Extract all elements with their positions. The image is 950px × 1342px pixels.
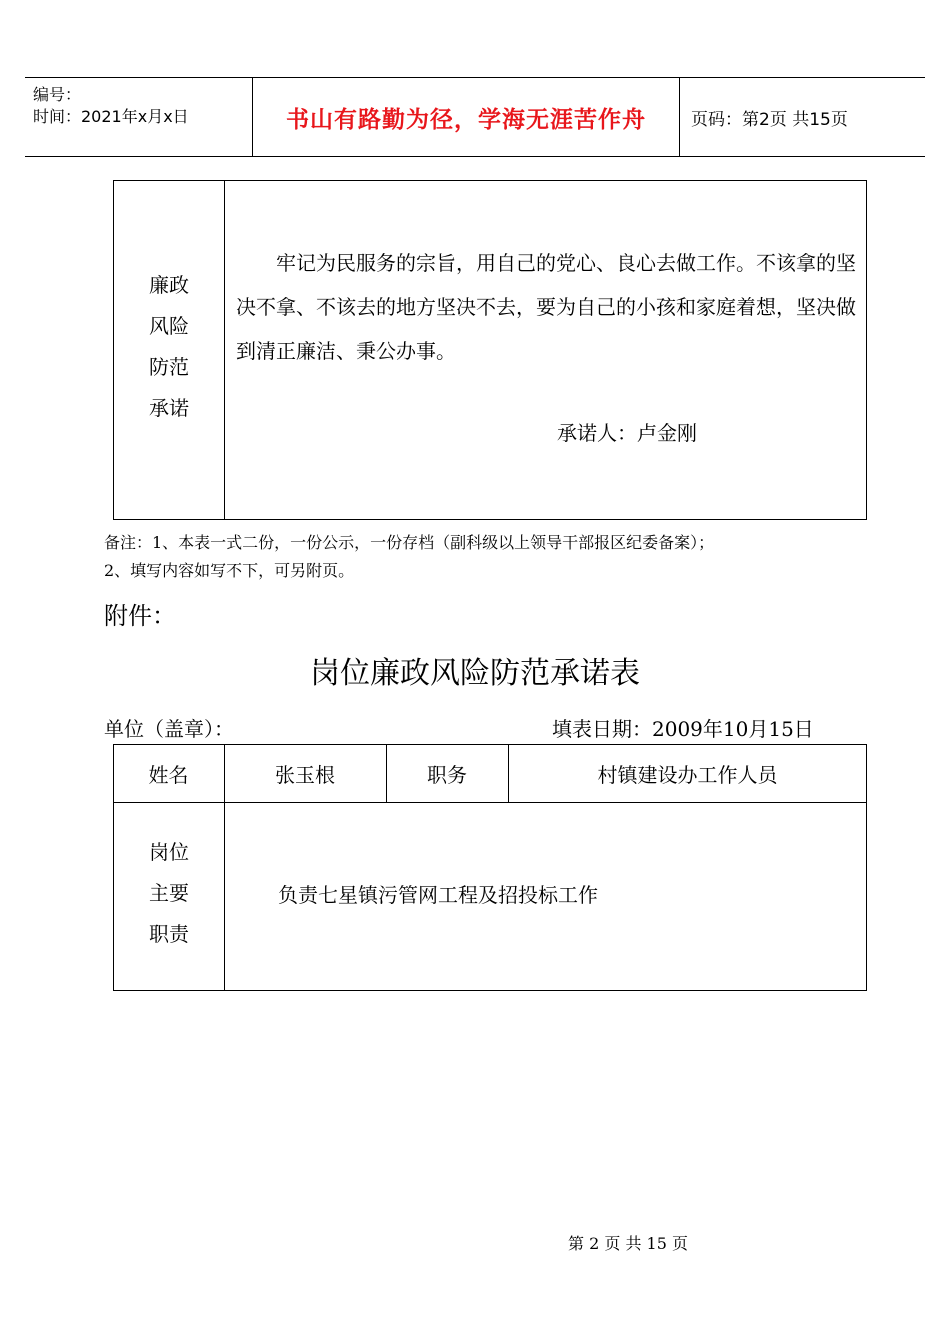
note-line-1: 备注：1、本表一式二份，一份公示，一份存档（副科级以上领导干部报区纪委备案）； <box>104 533 715 552</box>
duty-label-line: 岗位 <box>149 840 189 864</box>
number-label: 编号： <box>33 85 82 104</box>
commitment-table-divider <box>224 180 225 520</box>
signatory: 承诺人：卢金刚 <box>557 421 697 445</box>
header-page-info: 页码：第2页 共15页 <box>691 109 848 130</box>
duty-text: 负责七星镇污管网工程及招投标工作 <box>278 883 598 907</box>
duty-label-line: 主要 <box>149 881 189 905</box>
name-label: 姓名 <box>148 762 189 787</box>
commitment-text: 牢记为民服务的宗旨，用自己的党心、良心去做工作。不该拿的坚决不拿、不该去的地方坚决不去，要为自己的小孩和家庭着想，坚决做到清正廉洁、秉公办事。 <box>236 251 856 363</box>
note-line-2: 2、填写内容如写不下，可另附页。 <box>104 561 355 580</box>
position-label: 职务 <box>427 762 467 787</box>
header-motto: 书山有路勤为径，学海无涯苦作舟 <box>253 78 680 156</box>
page-footer: 第 2 页 共 15 页 <box>568 1234 688 1253</box>
time-label: 时间：2021年x月x日 <box>33 107 189 126</box>
duty-table-row-divider <box>113 802 867 803</box>
name-value: 张玉根 <box>275 762 335 787</box>
commitment-label-line: 风险 <box>149 314 189 338</box>
commitment-label <box>139 265 199 429</box>
unit-label: 单位（盖章）： <box>104 717 234 741</box>
commitment-label-line: 廉政 <box>149 273 189 297</box>
duty-label <box>139 832 199 955</box>
commitment-label-line: 防范 <box>149 355 189 379</box>
page-header <box>25 77 925 157</box>
fill-date: 填表日期：2009年10月15日 <box>552 717 814 741</box>
form-title: 岗位廉政风险防范承诺表 <box>310 656 640 691</box>
duty-label-line: 职责 <box>149 922 189 946</box>
header-meta <box>25 78 253 156</box>
commitment-label-line: 承诺 <box>149 396 189 420</box>
position-value: 村镇建设办工作人员 <box>597 762 778 787</box>
attachment-label: 附件： <box>104 602 176 630</box>
